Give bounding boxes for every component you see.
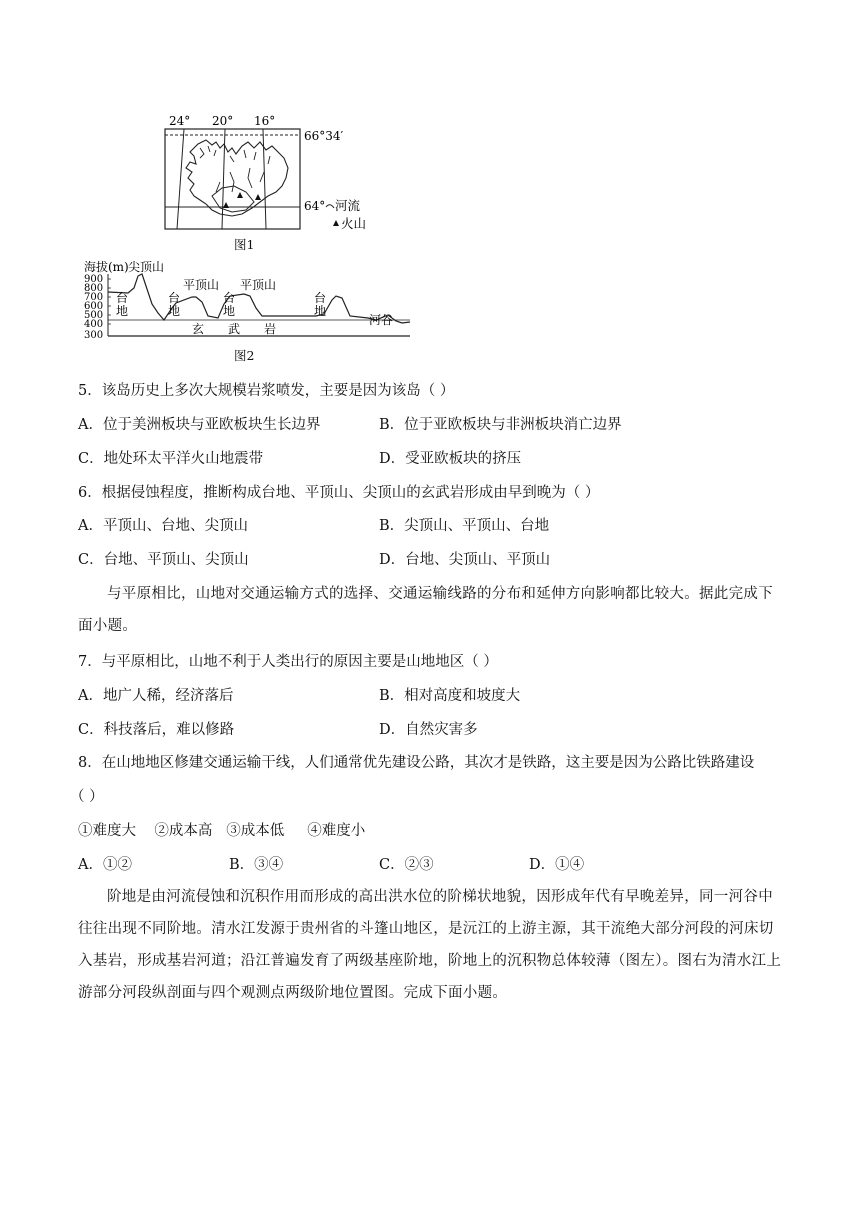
label-taidi2-b: 地 xyxy=(168,304,181,318)
label-river-valley: 河谷 xyxy=(369,313,394,327)
volcanic-zone-outline xyxy=(212,186,254,212)
question-6-option-d[interactable]: D．台地、尖顶山、平顶山 xyxy=(379,552,551,568)
question-8-option-d[interactable]: D．①④ xyxy=(529,857,585,873)
figure2-caption: 图2 xyxy=(234,348,255,363)
label-taidi4-a: 台 xyxy=(314,291,327,305)
ytick-label: 300 xyxy=(84,330,104,341)
label-basalt-2: 武 xyxy=(228,322,241,336)
label-pingding1: 平顶山 xyxy=(183,278,220,292)
longitude-label-20: 20° xyxy=(212,114,234,128)
question-8-option-c[interactable]: C．②③ xyxy=(379,857,434,873)
question-7-option-b[interactable]: B．相对高度和坡度大 xyxy=(379,688,521,704)
passage-1: 与平原相比，山地对交通运输方式的选择、交通运输线路的分布和延伸方向影响都比较大。据此完成下面小题。 xyxy=(78,586,773,634)
volcano-icon xyxy=(237,192,243,198)
ytick-label: 900 xyxy=(84,274,104,285)
latitude-label-arctic: 66°34′ xyxy=(304,129,344,143)
yaxis-title: 海拔(m) xyxy=(84,260,129,274)
volcano-icon xyxy=(255,194,261,200)
question-6-stem: 6．根据侵蚀程度，推断构成台地、平顶山、尖顶山的玄武岩形成由早到晚为（ ） xyxy=(78,485,600,501)
question-8-stem-continued: （ ） xyxy=(70,789,104,805)
label-taidi2-a: 台 xyxy=(168,291,181,305)
question-7-stem: 7．与平原相比，山地不利于人类出行的原因主要是山地地区（ ） xyxy=(78,654,498,670)
question-5-option-a[interactable]: A．位于美洲板块与亚欧板块生长边界 xyxy=(78,417,321,433)
label-basalt-3: 岩 xyxy=(264,322,277,336)
label-taidi4-b: 地 xyxy=(314,304,327,318)
question-8-option-a[interactable]: A．①② xyxy=(78,857,132,873)
label-taidi3-b: 地 xyxy=(223,304,236,318)
question-5-option-b[interactable]: B．位于亚欧板块与非洲板块消亡边界 xyxy=(379,417,622,433)
ytick-label: 400 xyxy=(84,319,104,330)
volcano-legend-icon xyxy=(333,220,339,226)
ytick-label: 500 xyxy=(84,310,104,321)
question-5-option-c[interactable]: C．地处环太平洋火山地震带 xyxy=(78,451,264,467)
label-taidi1-b: 地 xyxy=(116,304,129,318)
question-8-stem: 8．在山地地区修建交通运输干线，人们通常优先建设公路，其次才是铁路，这主要是因为公路比铁路建设 xyxy=(78,755,755,771)
question-6-option-a[interactable]: A．平顶山、台地、尖顶山 xyxy=(78,518,248,534)
label-taidi3-a: 台 xyxy=(223,291,236,305)
question-6-option-c[interactable]: C．台地、平顶山、尖顶山 xyxy=(78,552,249,568)
passage-2: 阶地是由河流侵蚀和沉积作用而形成的高出洪水位的阶梯状地貌，因形成年代有早晚差异，同一河谷中往往出现不同阶地。清水江发源于贵州省的斗篷山地区，是沅江的上游主源，其干流绝大部分河段的河床切入基岩，形成基岩河道；沿江普遍发育了两级基座阶地，阶地上的沉积物总体较薄（图左）。图右为清水江上游部分河段纵剖面与四个观测点两级阶地位置图。完成下面小题。 xyxy=(78,889,782,1001)
fjord-detail xyxy=(200,146,270,164)
river-legend-icon xyxy=(326,205,334,208)
label-jiandingshan: 尖顶山 xyxy=(128,260,165,274)
figure2-profile xyxy=(80,258,416,346)
question-7-option-d[interactable]: D．自然灾害多 xyxy=(379,722,478,738)
meridian-16 xyxy=(263,129,266,229)
question-5-stem: 5．该岛历史上多次大规模岩浆喷发，主要是因为该岛（ ） xyxy=(78,383,455,399)
meridian-24 xyxy=(177,129,184,229)
longitude-label-16: 16° xyxy=(254,114,276,128)
ytick-label: 700 xyxy=(84,292,104,303)
ytick-label: 800 xyxy=(84,283,104,294)
legend-volcano-label: 火山 xyxy=(341,216,367,231)
island-outline xyxy=(186,140,288,216)
question-8-option-b[interactable]: B．③④ xyxy=(229,857,284,873)
figure1-caption: 图1 xyxy=(234,237,255,252)
question-5-option-d[interactable]: D．受亚欧板块的挤压 xyxy=(379,451,522,467)
label-pingding2: 平顶山 xyxy=(240,278,277,292)
latitude-label-64: 64° xyxy=(304,199,326,213)
label-taidi1-a: 台 xyxy=(116,291,129,305)
figure1-map xyxy=(160,112,367,234)
ytick-label: 600 xyxy=(84,301,104,312)
question-8-choices: ①难度大 ②成本高 ③成本低 ④难度小 xyxy=(78,823,366,839)
question-7-option-c[interactable]: C．科技落后，难以修路 xyxy=(78,722,235,738)
question-7-option-a[interactable]: A．地广人稀，经济落后 xyxy=(78,688,234,704)
volcano-icon xyxy=(223,202,229,208)
question-6-option-b[interactable]: B．尖顶山、平顶山、台地 xyxy=(379,518,550,534)
label-basalt-1: 玄 xyxy=(192,322,205,336)
longitude-label-24: 24° xyxy=(169,114,191,128)
legend-river-label: 河流 xyxy=(335,198,361,213)
